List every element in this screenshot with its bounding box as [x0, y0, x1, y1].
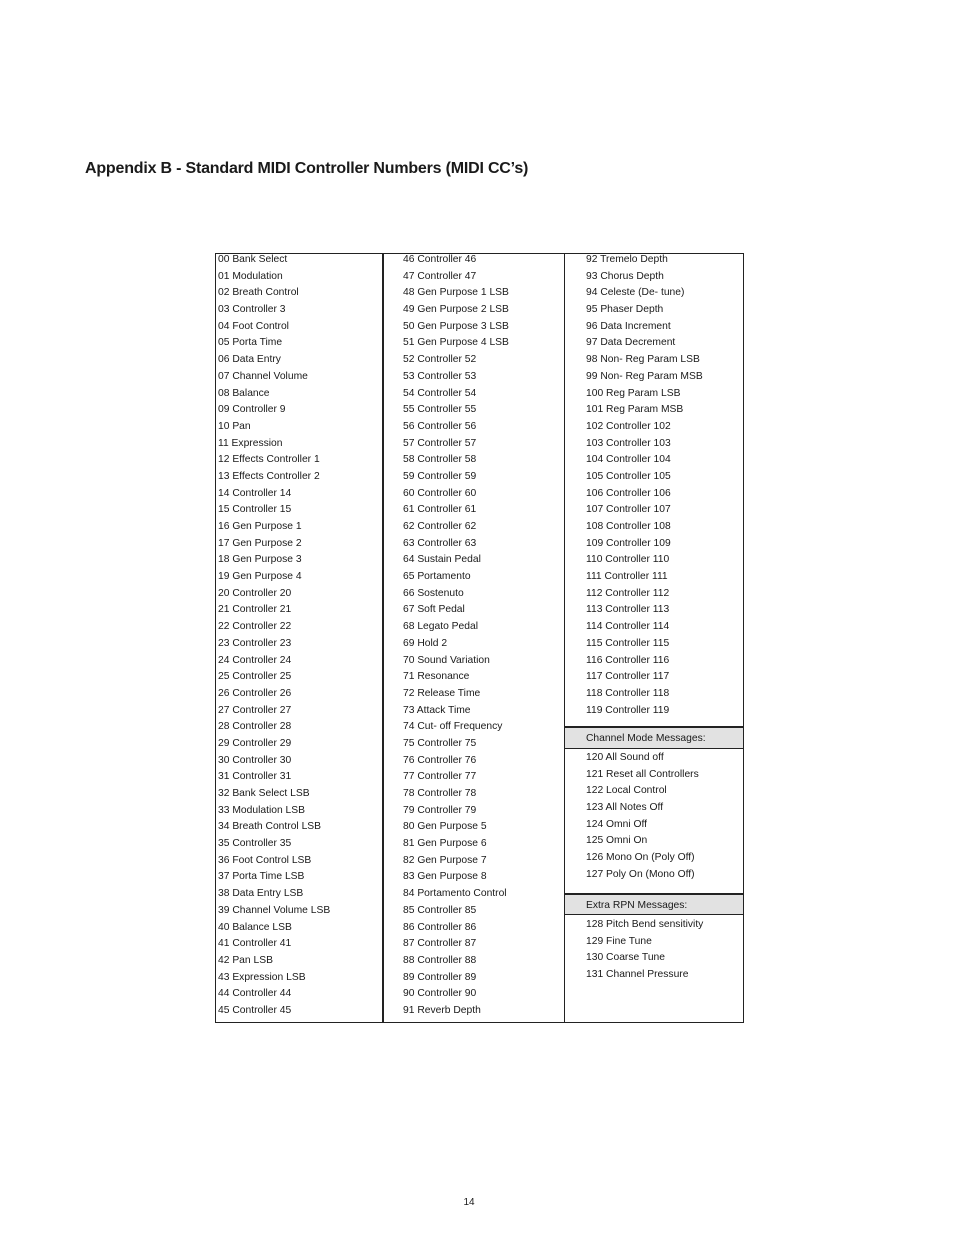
- list-item: 08 Balance: [218, 387, 270, 399]
- list-item: 93 Chorus Depth: [586, 270, 664, 282]
- list-item: 94 Celeste (De- tune): [586, 287, 685, 299]
- list-item: 86 Controller 86: [403, 921, 477, 933]
- list-item: 123 All Notes Off: [586, 802, 664, 814]
- list-item: 37 Porta Time LSB: [218, 871, 305, 883]
- list-item: 02 Breath Control: [218, 287, 299, 299]
- list-item: 06 Data Entry: [218, 354, 281, 366]
- list-item: 42 Pan LSB: [218, 954, 273, 966]
- list-item: 79 Controller 79: [403, 804, 477, 816]
- midi-cc-table: [215, 253, 744, 1023]
- list-item: 46 Controller 46: [403, 254, 477, 265]
- list-item: 01 Modulation: [218, 270, 283, 282]
- table-column-1: [216, 254, 382, 1022]
- controller-list-46-91: [403, 252, 509, 1020]
- list-item: 25 Controller 25: [218, 671, 292, 683]
- list-item: 24 Controller 24: [218, 654, 292, 666]
- list-item: 105 Controller 105: [586, 470, 671, 482]
- page-number: 14: [463, 1197, 475, 1208]
- list-item: 108 Controller 108: [586, 521, 671, 532]
- list-item: 111 Controller 111: [586, 571, 668, 583]
- controller-list-0-45: [218, 252, 330, 1020]
- list-item: 124 Omni Off: [586, 818, 648, 830]
- list-item: 75 Controller 75: [403, 737, 477, 749]
- list-item: 49 Gen Purpose 2 LSB: [403, 304, 509, 316]
- list-item: 34 Breath Control LSB: [218, 821, 322, 833]
- list-item: 48 Gen Purpose 1 LSB: [403, 287, 509, 299]
- list-item: 23 Controller 23: [218, 637, 292, 649]
- list-item: 20 Controller 20: [218, 587, 292, 599]
- list-item: 71 Resonance: [403, 671, 470, 683]
- list-item: 76 Controller 76: [403, 754, 477, 766]
- list-item: 82 Gen Purpose 7: [403, 854, 487, 866]
- list-item: 88 Controller 88: [403, 954, 477, 966]
- list-item: 98 Non- Reg Param LSB: [586, 354, 700, 366]
- list-item: 68 Legato Pedal: [403, 621, 479, 633]
- table-column-2: [382, 254, 564, 1022]
- list-item: 00 Bank Select: [218, 254, 288, 265]
- list-item: 125 Omni On: [586, 835, 648, 847]
- list-item: 15 Controller 15: [218, 504, 292, 516]
- list-item: 31 Controller 31: [218, 771, 292, 783]
- list-item: 128 Pitch Bend sensitivity: [586, 919, 704, 930]
- list-item: 81 Gen Purpose 6: [403, 838, 487, 850]
- list-item: 87 Controller 87: [403, 938, 477, 950]
- list-item: 90 Controller 90: [403, 988, 477, 1000]
- list-item: 122 Local Control: [586, 785, 667, 797]
- list-item: 32 Bank Select LSB: [218, 788, 310, 799]
- list-item: 40 Balance LSB: [218, 921, 292, 933]
- list-item: 17 Gen Purpose 2: [218, 537, 302, 549]
- list-item: 41 Controller 41: [218, 938, 292, 950]
- list-item: 99 Non- Reg Param MSB: [586, 370, 703, 382]
- list-item: 56 Controller 56: [403, 420, 477, 432]
- list-item: 18 Gen Purpose 3: [218, 554, 302, 566]
- list-item: 36 Foot Control LSB: [218, 854, 312, 866]
- extra-rpn-list: [586, 917, 703, 984]
- list-item: 54 Controller 54: [403, 387, 477, 399]
- list-item: 29 Controller 29: [218, 737, 292, 749]
- list-item: 09 Controller 9: [218, 404, 286, 416]
- list-item: 03 Controller 3: [218, 304, 286, 316]
- list-item: 78 Controller 78: [403, 788, 477, 799]
- list-item: 83 Gen Purpose 8: [403, 871, 487, 883]
- channel-mode-list: [586, 750, 699, 884]
- list-item: 130 Coarse Tune: [586, 952, 665, 964]
- list-item: 80 Gen Purpose 5: [403, 821, 487, 833]
- list-item: 27 Controller 27: [218, 704, 292, 716]
- list-item: 127 Poly On (Mono Off): [586, 868, 695, 880]
- list-item: 101 Reg Param MSB: [586, 404, 684, 416]
- list-item: 70 Sound Variation: [403, 654, 490, 666]
- list-item: 51 Gen Purpose 4 LSB: [403, 337, 509, 349]
- list-item: 59 Controller 59: [403, 470, 477, 482]
- list-item: 45 Controller 45: [218, 1004, 292, 1016]
- list-item: 97 Data Decrement: [586, 337, 676, 349]
- list-item: 60 Controller 60: [403, 487, 477, 499]
- list-item: 129 Fine Tune: [586, 935, 652, 947]
- list-item: 102 Controller 102: [586, 420, 671, 432]
- list-item: 11 Expression: [218, 437, 283, 449]
- list-item: 103 Controller 103: [586, 437, 671, 449]
- page-title: Appendix B - Standard MIDI Controller Numbers (MIDI CC’s): [85, 160, 529, 177]
- list-item: 114 Controller 114: [586, 621, 670, 633]
- list-item: 96 Data Increment: [586, 320, 671, 332]
- list-item: 19 Gen Purpose 4: [218, 571, 302, 583]
- list-item: 07 Channel Volume: [218, 370, 308, 382]
- list-item: 113 Controller 113: [586, 604, 670, 616]
- list-item: 104 Controller 104: [586, 454, 671, 466]
- list-item: 74 Cut- off Frequency: [403, 721, 503, 733]
- list-item: 77 Controller 77: [403, 771, 477, 783]
- list-item: 28 Controller 28: [218, 721, 292, 733]
- list-item: 116 Controller 116: [586, 654, 670, 666]
- list-item: 72 Release Time: [403, 687, 481, 699]
- list-item: 10 Pan: [218, 420, 251, 432]
- list-item: 69 Hold 2: [403, 637, 448, 649]
- list-item: 30 Controller 30: [218, 754, 292, 766]
- list-item: 109 Controller 109: [586, 537, 671, 549]
- list-item: 118 Controller 118: [586, 687, 670, 699]
- list-item: 112 Controller 112: [586, 587, 670, 599]
- list-item: 39 Channel Volume LSB: [218, 904, 331, 916]
- list-item: 91 Reverb Depth: [403, 1004, 481, 1016]
- table-column-3: [564, 254, 743, 1022]
- list-item: 110 Controller 110: [586, 554, 670, 566]
- list-item: 44 Controller 44: [218, 988, 292, 1000]
- list-item: 52 Controller 52: [403, 354, 477, 366]
- list-item: 117 Controller 117: [586, 671, 670, 683]
- list-item: 14 Controller 14: [218, 487, 292, 499]
- list-item: 67 Soft Pedal: [403, 604, 465, 616]
- list-item: 38 Data Entry LSB: [218, 888, 304, 900]
- list-item: 131 Channel Pressure: [586, 969, 689, 981]
- list-item: 53 Controller 53: [403, 370, 477, 382]
- list-item: 121 Reset all Controllers: [586, 768, 699, 780]
- list-item: 26 Controller 26: [218, 687, 292, 699]
- list-item: 100 Reg Param LSB: [586, 387, 681, 399]
- controller-list-92-119: [586, 252, 703, 719]
- list-item: 58 Controller 58: [403, 454, 477, 466]
- list-item: 05 Porta Time: [218, 337, 283, 349]
- list-item: 63 Controller 63: [403, 537, 477, 549]
- list-item: 92 Tremelo Depth: [586, 254, 668, 265]
- list-item: 33 Modulation LSB: [218, 804, 306, 816]
- list-item: 65 Portamento: [403, 571, 471, 583]
- list-item: 64 Sustain Pedal: [403, 554, 481, 566]
- list-item: 85 Controller 85: [403, 904, 477, 916]
- list-item: 47 Controller 47: [403, 270, 477, 282]
- extra-rpn-header: Extra RPN Messages:: [565, 893, 743, 915]
- list-item: 61 Controller 61: [403, 504, 477, 516]
- list-item: 66 Sostenuto: [403, 587, 464, 599]
- list-item: 106 Controller 106: [586, 487, 671, 499]
- list-item: 120 All Sound off: [586, 752, 664, 763]
- list-item: 57 Controller 57: [403, 437, 477, 449]
- list-item: 04 Foot Control: [218, 320, 289, 332]
- channel-mode-header: Channel Mode Messages:: [565, 726, 743, 749]
- list-item: 107 Controller 107: [586, 504, 671, 516]
- list-item: 119 Controller 119: [586, 704, 670, 716]
- list-item: 84 Portamento Control: [403, 888, 507, 900]
- list-item: 12 Effects Controller 1: [218, 454, 320, 466]
- list-item: 115 Controller 115: [586, 637, 670, 649]
- list-item: 13 Effects Controller 2: [218, 470, 320, 482]
- list-item: 62 Controller 62: [403, 521, 477, 532]
- list-item: 89 Controller 89: [403, 971, 477, 983]
- list-item: 55 Controller 55: [403, 404, 477, 416]
- list-item: 22 Controller 22: [218, 621, 292, 633]
- list-item: 21 Controller 21: [218, 604, 292, 616]
- list-item: 16 Gen Purpose 1: [218, 521, 302, 532]
- list-item: 73 Attack Time: [403, 704, 471, 716]
- list-item: 126 Mono On (Poly Off): [586, 852, 695, 864]
- list-item: 50 Gen Purpose 3 LSB: [403, 320, 509, 332]
- list-item: 35 Controller 35: [218, 838, 292, 850]
- list-item: 95 Phaser Depth: [586, 304, 664, 316]
- list-item: 43 Expression LSB: [218, 971, 306, 983]
